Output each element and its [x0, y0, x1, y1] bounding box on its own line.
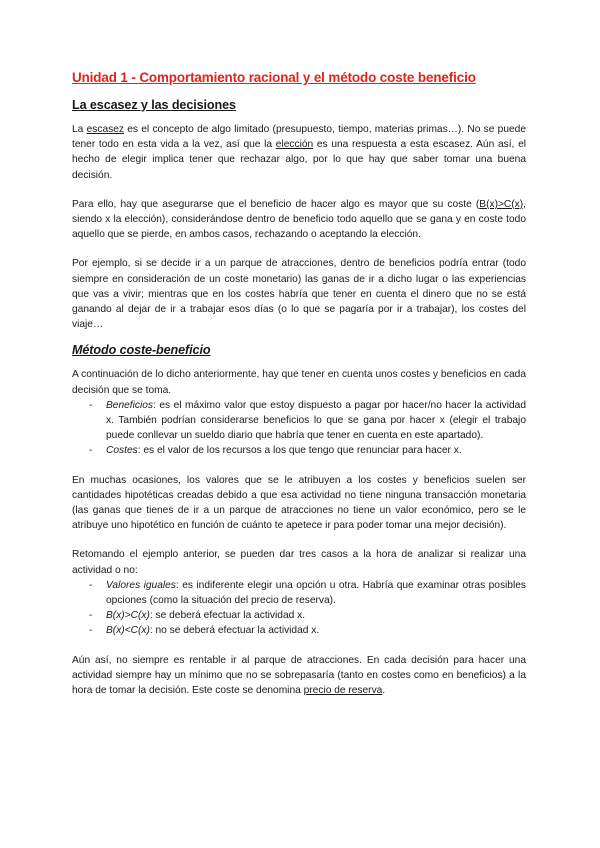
section-heading-metodo: Método coste-beneficio: [72, 343, 211, 358]
paragraph-beneficio-coste: Para ello, hay que asegurarse que el beneficio de hacer algo es mayor que su coste (B(x)>C(x), siendo x la elección), considerándose dentro de beneficio todo aquello que se gana y en coste todo aquello que se pierde, en ambos casos, rechazando o aceptando la elección.: [72, 198, 526, 241]
list-item: - B(x)<C(x): no se deberá efectuar la actividad x.: [89, 623, 526, 638]
term-precio-reserva: precio de reserva: [303, 685, 383, 697]
list-item: - Beneficios: es el máximo valor que estoy dispuesto a pagar por hacer/no hacer la actividad x. También podrían considerarse beneficios lo que se gana por hacer x (elegir el trabajo puede conllevar un sueldo diario que habría que tener en cuenta en este apartado).: [89, 398, 526, 444]
term-escasez: escasez: [86, 124, 124, 135]
formula-b-gt-c: B(x)>C(x): [479, 198, 524, 210]
paragraph-escasez: La escasez es el concepto de algo limitado (presupuesto, tiempo, materias primas…). No se puede tener todo en esta vida a la vez, así que la elección es una respuesta a esta escasez. Aún así, el hecho de elegir implica tener que rechazar algo, por lo que hay que saber tomar una buena decisión.: [72, 124, 526, 181]
list-item: - Valores iguales: es indiferente elegir una opción u otra. Habría que examinar otras posibles opciones (como la situación del precio de reserva).: [89, 578, 526, 608]
paragraph-valores-hipoteticos: En muchas ocasiones, los valores que se le atribuyen a los costes y beneficios suelen ser cantidades hipotéticas creadas debido a que esa actividad no tiene ninguna transacción monetaria (las ganas que tienes de ir a un parque de atracciones no tiene un valor económico, pero se le atribuye uno hipotético en función de cuánto te apetece ir para poder tomar una mejor decisión).: [72, 474, 526, 532]
paragraph-precio-reserva: Aún así, no siempre es rentable ir al parque de atracciones. En cada decisión para hacer una actividad siempre hay un mínimo que no se sobrepasaría (tanto en costes como en beneficios) a la hora de tomar la decisión. Este coste se denomina precio de reserva.: [72, 654, 526, 697]
document-title: Unidad 1 - Comportamiento racional y el método coste beneficio: [72, 70, 476, 85]
paragraph-tres-casos: Retomando el ejemplo anterior, se pueden dar tres casos a la hora de analizar si realizar una actividad o no:: [72, 549, 526, 576]
list-item: - B(x)>C(x): se deberá efectuar la actividad x.: [89, 608, 526, 623]
section-heading-escasez: La escasez y las decisiones: [72, 98, 236, 112]
list-item: - Costes: es el valor de los recursos a los que tengo que renunciar para hacer x.: [89, 443, 526, 458]
term-eleccion: elección: [275, 139, 314, 151]
document-page: [72, 70, 526, 698]
paragraph-ejemplo: Por ejemplo, si se decide ir a un parque de atracciones, dentro de beneficios podría entrar (todo siempre en consideración de un coste monetario) las ganas de ir a dicho lugar o las experiencias que vas a vivir; mientras que en los costes habría que tener en cuenta el dinero que no se está ganando al dejar de ir a trabajar esos días (o lo que se pagaría por ir a trabajar), los costes del viaje…: [72, 258, 526, 331]
list-costes-beneficios: [72, 398, 526, 459]
list-casos: [72, 578, 526, 639]
paragraph-intro-metodo: A continuación de lo dicho anteriormente, hay que tener en cuenta unos costes y beneficios en cada decisión que se toma.: [72, 369, 526, 396]
